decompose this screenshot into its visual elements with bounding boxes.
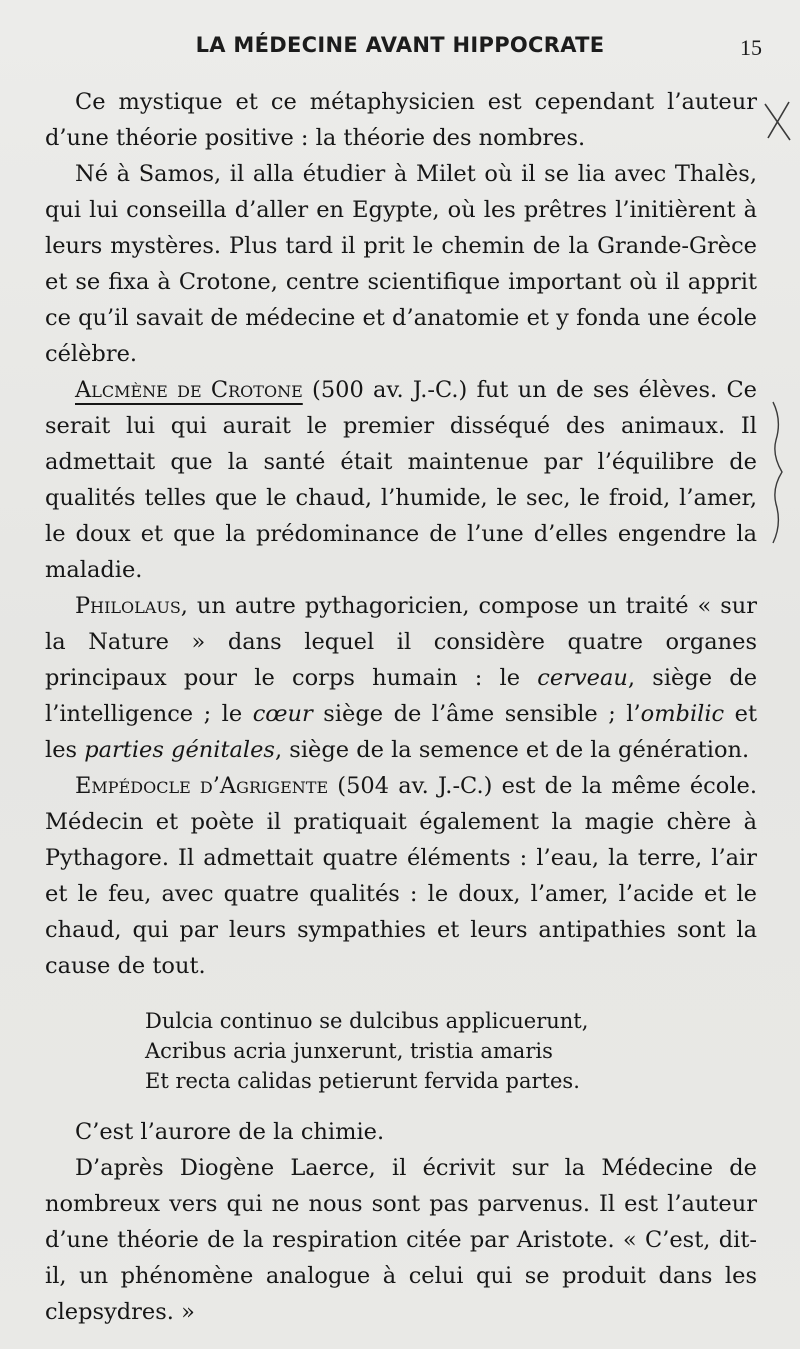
paragraph-4 bbox=[45, 588, 757, 768]
paragraph-6: C’est l’aurore de la chimie. bbox=[75, 1119, 385, 1145]
page-header bbox=[0, 33, 800, 63]
name-empedocle: Empédocle d’Agrigente bbox=[75, 773, 329, 799]
verse-line: Et recta calidas petierunt fervida partes. bbox=[145, 1069, 580, 1093]
paragraph-1: Ce mystique et ce métaphysicien est cependant l’auteur d’une théorie positive : la théorie des nombres. bbox=[45, 89, 757, 151]
name-philolaus: Philolaus bbox=[75, 593, 181, 619]
term-coeur: cœur bbox=[252, 701, 313, 727]
paragraph-4-text-e: , siège de la semence et de la génération. bbox=[274, 737, 750, 763]
paragraph-4-text-c: siège de l’âme sensible ; l’ bbox=[312, 701, 641, 727]
paragraph-4-text-a: , un autre pythagoricien, compose un traité « sur la Nature » dans lequel il considère quatre organes principaux pour le corps humain : le bbox=[45, 593, 757, 691]
paragraph-3-text: (500 av. J.-C.) fut un de ses élèves. Ce serait lui qui aurait le premier disséqué des animaux. Il admettait que la santé était maintenue par l’équilibre de qualités telles que le chaud, l’humide, le sec, le froid, l’amer, le doux et que la prédominance de l’une d’elles engendre la maladie. bbox=[45, 377, 757, 583]
term-parties-genitales: parties génitales bbox=[84, 737, 275, 763]
paragraph-4-text-d: et les bbox=[45, 701, 757, 763]
running-head: LA MÉDECINE AVANT HIPPOCRATE bbox=[195, 33, 605, 57]
page-number: 15 bbox=[740, 35, 762, 60]
term-ombilic: ombilic bbox=[640, 701, 725, 727]
paragraph-5 bbox=[45, 768, 757, 984]
name-alcmene: Alcmène de Crotone bbox=[75, 377, 303, 403]
margin-cross-mark-icon bbox=[762, 98, 792, 144]
verse-line: Acribus acria junxerunt, tristia amaris bbox=[145, 1039, 553, 1063]
paragraph-4-text-b: , siège de l’intelligence ; le bbox=[45, 665, 758, 727]
paragraph-2: Né à Samos, il alla étudier à Milet où il se lia avec Thalès, qui lui conseilla d’aller en Egypte, où les prêtres l’initièrent à leurs mystères. Plus tard il prit le chemin de la Grande-Grèce et se fixa à Crotone, centre scientifique important où il apprit ce qu’il savait de médecine et d’anatomie et y fonda une école célèbre. bbox=[45, 161, 757, 367]
paragraph-7: D’après Diogène Laerce, il écrivit sur la Médecine de nombreux vers qui ne nous sont pas parvenus. Il est l’auteur d’une théorie de la respiration citée par Aristote. « C’est, dit-il, un phénomène analogue à celui qui se produit dans les clepsydres. » bbox=[45, 1155, 757, 1325]
margin-brace-mark-icon bbox=[770, 400, 786, 545]
term-cerveau: cerveau bbox=[537, 665, 628, 691]
latin-verse bbox=[145, 1006, 757, 1096]
paragraph-3 bbox=[45, 372, 757, 588]
page-body bbox=[45, 84, 757, 1330]
verse-line: Dulcia continuo se dulcibus applicuerunt, bbox=[145, 1009, 589, 1033]
paragraph-5-text: (504 av. J.-C.) est de la même école. Médecin et poète il pratiquait également la magie chère à Pythagore. Il admettait quatre éléments : l’eau, la terre, l’air et le feu, avec quatre qualités : le doux, l’amer, l’acide et le chaud, qui par leurs sympathies et leurs antipathies sont la cause de tout. bbox=[45, 773, 757, 979]
